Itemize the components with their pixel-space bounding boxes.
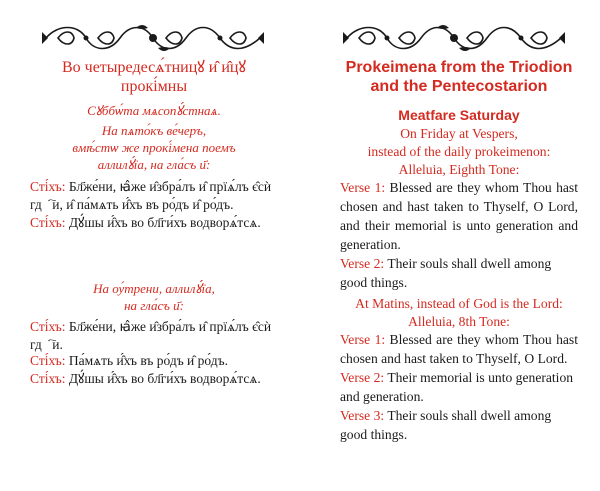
english-heading-instead: instead of the daily prokeimenon: xyxy=(367,144,551,159)
verse-label: Verse 1: xyxy=(340,180,386,195)
verse-label: Сті́хъ: xyxy=(30,371,66,386)
english-verse xyxy=(340,178,578,254)
verse-label: Сті́хъ: xyxy=(30,179,66,194)
slavonic-verse xyxy=(30,318,280,354)
english-verse xyxy=(340,330,578,368)
verse-text: Their memorial is unto generation and generation. xyxy=(340,370,574,404)
verse-text: Бл҃же́ни, ꙗ̂же и̂збра́лъ и̂ прїѧ́лъ є̂сѝ гдⷭ҇и, и̂ па́мѧть и̂́хъ въ ро́дъ и̂ ро́дъ. xyxy=(30,179,272,212)
right-page xyxy=(300,0,600,491)
slavonic-title: Во четыредесѧ́тницꙋ и̂ и̂цꙋ прокі́мны xyxy=(61,59,246,95)
english-title: Prokeimena from the Triodion and the Pentecostarion xyxy=(345,59,573,95)
verse-label: Verse 1: xyxy=(340,332,386,347)
english-verse xyxy=(340,368,578,406)
verse-text: Бл҃же́ни, ꙗ̂же и̂збра́лъ и̂ прїѧ́лъ є̂сѝ гдⷭ҇и. xyxy=(30,319,272,352)
slavonic-heading-instead: вмѣ́стѡ же прокі́мена поемъ xyxy=(72,140,236,155)
verse-text: Дꙋ́шы и̂́хъ во бл҃ги́хъ водворѧ́тсѧ. xyxy=(68,215,261,230)
slavonic-heading-tone: на гла́съ и҃: xyxy=(124,298,184,313)
ornament-header-left xyxy=(38,18,268,58)
slavonic-heading-alleluia: аллилꙋ́їа, на гла́съ и҃: xyxy=(97,157,211,172)
slavonic-heading-matins: На оу́трени, аллилꙋ́їа, xyxy=(93,281,215,296)
english-heading-tone: Alleluia, 8th Tone: xyxy=(408,314,510,329)
verse-label: Verse 3: xyxy=(340,408,385,423)
verse-text: Their souls shall dwell among good things. xyxy=(340,256,552,290)
slavonic-heading-friday: На пѧто́къ ве́черъ, xyxy=(101,123,207,138)
verse-text: Their souls shall dwell among good things. xyxy=(340,408,552,442)
verse-text: Blessed are they whom Thou hast chosen and hast taken to Thyself, O Lord, and their memorial is unto generation and generation. xyxy=(340,180,578,252)
verse-label: Verse 2: xyxy=(340,256,385,271)
english-heading-alleluia: Alleluia, Eighth Tone: xyxy=(398,162,520,177)
verse-label: Сті́хъ: xyxy=(30,215,66,230)
verse-text: Blessed are they whom Thou hast chosen and hast taken to Thyself, O Lord. xyxy=(340,332,578,366)
english-heading-matins: At Matins, instead of God is the Lord: xyxy=(355,296,563,311)
english-heading-friday: On Friday at Vespers, xyxy=(400,126,518,141)
slavonic-heading-saturday: Сꙋббѡ́та мѧсопꙋ́стнаѧ. xyxy=(87,103,221,118)
english-verse xyxy=(340,406,578,444)
slavonic-verse xyxy=(30,370,280,388)
english-verse xyxy=(340,254,578,292)
english-subtitle: Meatfare Saturday xyxy=(398,107,520,123)
slavonic-verse xyxy=(30,178,280,214)
verse-label: Сті́хъ: xyxy=(30,319,66,334)
verse-label: Сті́хъ: xyxy=(30,353,66,368)
ornament-header-right xyxy=(338,18,570,58)
slavonic-verse xyxy=(30,214,280,232)
verse-text: Па́мѧть и̂́хъ въ ро́дъ и̂ ро́дъ. xyxy=(68,353,228,368)
verse-text: Дꙋ́шы и̂́хъ во бл҃ги́хъ водворѧ́тсѧ. xyxy=(68,371,261,386)
verse-label: Verse 2: xyxy=(340,370,385,385)
slavonic-verse xyxy=(30,352,280,370)
